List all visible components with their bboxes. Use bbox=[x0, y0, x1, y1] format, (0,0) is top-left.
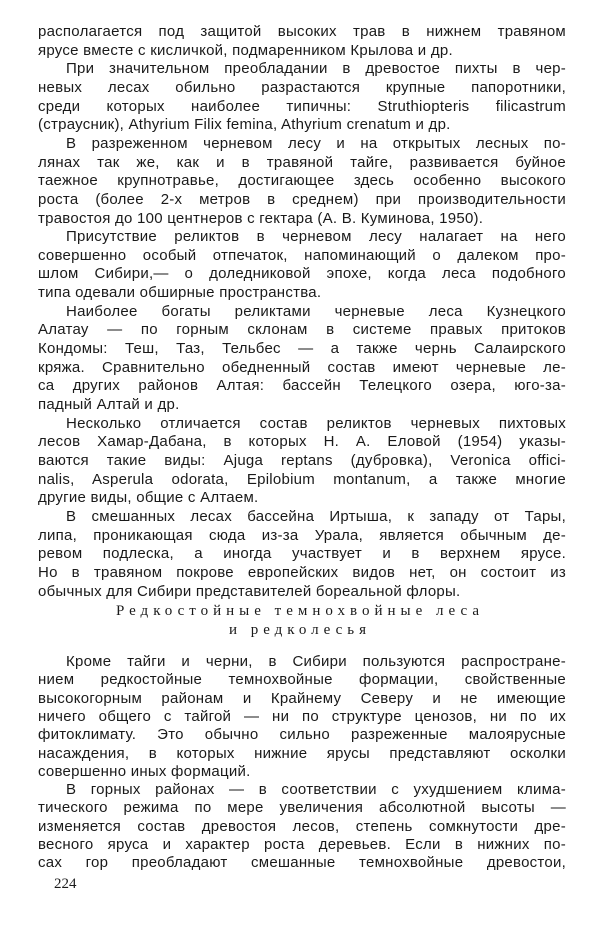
text-line: фитоклимату. Это обычно сильно разреженные малоярусные bbox=[38, 726, 566, 744]
text-line: обычных для Сибири представителей бореальной флоры. bbox=[38, 582, 461, 600]
text-line: невых лесах обильно разрастаются крупные папоротники, bbox=[38, 78, 566, 96]
text-line: нием редкостойные темнохвойные формации, свойственные bbox=[38, 671, 566, 689]
text-line: лянах так же, как и в травяной тайге, развивается буйное bbox=[38, 153, 566, 171]
text-line: ярусе вместе с кисличкой, подмаренником Крылова и др. bbox=[38, 41, 453, 59]
text-line: Кроме тайги и черни, в Сибири пользуются распростране- bbox=[66, 653, 566, 670]
text-line: таежное крупнотравье, достигающее здесь особенно высокого bbox=[38, 172, 566, 190]
text-line: высокогорным районам и Крайнему Северу и не имеющие bbox=[38, 689, 566, 707]
text-line: ревом подлеска, а иногда участвует и в верхнем ярусе. bbox=[38, 545, 566, 563]
text-line: среди которых наиболее типичны: Struthiopteris filicastrum bbox=[38, 97, 566, 115]
text-line: роста (более 2-х метров в среднем) при производительности bbox=[38, 190, 566, 208]
text-line: изменяется состав древостоя лесов, степень сомкнутости дре- bbox=[38, 817, 566, 835]
text-line: липа, проникающая сюда из-за Урала, является обычным де- bbox=[38, 526, 566, 544]
text-line: Несколько отличается состав реликтов черневых пихтовых bbox=[66, 414, 566, 432]
text-line: располагается под защитой высоких трав в нижнем травяном bbox=[38, 23, 566, 40]
text-line: В смешанных лесах бассейна Иртыша, к западу от Тары, bbox=[66, 507, 566, 525]
text-line: nalis, Asperula odorata, Epilobium montanum, а также многие bbox=[38, 470, 566, 488]
text-line: другие виды, общие с Алтаем. bbox=[38, 489, 259, 507]
text-line: совершенно иных формаций. bbox=[38, 762, 251, 780]
text-line: типа одевали обширные пространства. bbox=[38, 284, 322, 302]
text-line: травостоя до 100 центнеров с гектара (А. В. Куминова, 1950). bbox=[38, 209, 484, 227]
page-number: 224 bbox=[54, 876, 77, 892]
text-line: лесов Хамар-Дабана, в которых Н. А. Еловой (1954) указы- bbox=[38, 433, 566, 451]
text-line: совершенно особый отпечаток, напоминающий о далеком про- bbox=[38, 246, 566, 264]
text-line: са других районов Алтая: бассейн Телецкого озера, юго-за- bbox=[38, 377, 566, 395]
text-line: сах гор преобладают смешанные темнохвойные древостои, bbox=[38, 854, 566, 872]
text-line: Алатау — по горным склонам в системе правых притоков bbox=[38, 321, 566, 339]
text-line: Но в травяном покрове европейских видов нет, он состоит из bbox=[38, 563, 566, 581]
section-heading-line-1: Редкостойные темнохвойные леса bbox=[115, 603, 485, 619]
text-line: весного яруса и характер роста деревьев. Если в нижних по- bbox=[38, 836, 566, 853]
text-line: (страусник), Athyrium Filix femina, Athyrium crenatum и др. bbox=[38, 116, 451, 134]
text-line: ваются такие виды: Ajuga reptans (дубровка), Veronica offici- bbox=[38, 451, 566, 469]
text-line: насаждения, в которых нижние ярусы представляют осколки bbox=[38, 744, 566, 762]
text-line: Кондомы: Теш, Таз, Тельбес — а также чернь Салаирского bbox=[38, 340, 566, 358]
text-line: тического режима по мере увеличения абсолютной высоты — bbox=[38, 799, 566, 817]
text-line: шлом Сибири,— о доледниковой эпохе, когда леса подобного bbox=[38, 265, 566, 283]
text-line: падный Алтай и др. bbox=[38, 396, 180, 413]
text-line: кряжа. Сравнительно обедненный состав имеют черневые ле- bbox=[38, 358, 566, 376]
text-line: В горных районах — в соответствии с ухудшением клима- bbox=[66, 781, 566, 799]
text-line: При значительном преобладании в древостое пихты в чер- bbox=[66, 60, 566, 78]
text-line: ничего общего с тайгой — ни по структуре ценозов, ни по их bbox=[38, 707, 566, 725]
text-line: В разреженном черневом лесу и на открытых лесных по- bbox=[66, 134, 566, 152]
section-heading-line-2: и редколесья bbox=[228, 622, 372, 638]
text-line: Наиболее богаты реликтами черневые леса Кузнецкого bbox=[66, 302, 566, 320]
text-line: Присутствие реликтов в черневом лесу налагает на него bbox=[66, 228, 566, 246]
